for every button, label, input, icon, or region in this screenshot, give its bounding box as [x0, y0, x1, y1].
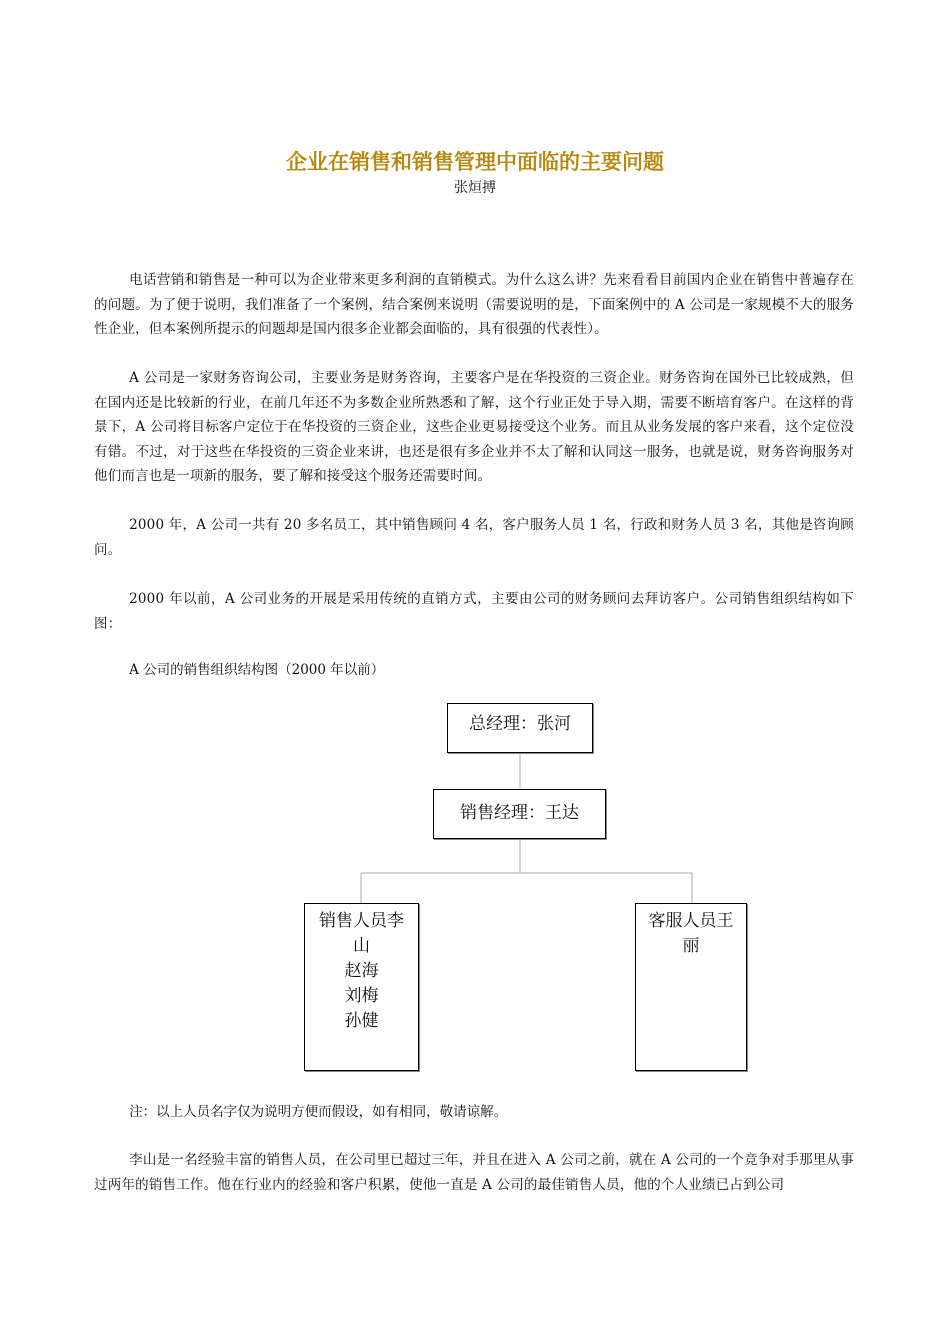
figure-caption: A 公司的销售组织结构图（2000 年以前）: [129, 662, 385, 678]
page-title: 企业在销售和销售管理中面临的主要问题: [286, 150, 664, 174]
paragraph-sales-method: 2000 年以前，A 公司业务的开展是采用传统的直销方式，主要由公司的财务顾问去拜访客户。公司销售组织结构如下图：: [94, 591, 854, 632]
paragraph-li-shan: 李山是一名经验丰富的销售人员，在公司里已超过三年，并且在进入 A 公司之前，就在 A 公司的一个竞争对手那里从事过两年的销售工作。他在行业内的经验和客户积累，使他一直是 A 公司的最佳销售人员，他的个人业绩已占到公司: [94, 1152, 854, 1193]
sales-staff-line: 销售人员李: [319, 911, 404, 931]
sales-staff-line: 刘梅: [344, 986, 379, 1006]
paragraph-note: 注：以上人员名字仅为说明方便而假设，如有相同，敬请谅解。: [129, 1104, 508, 1120]
paragraph-company-background: A 公司是一家财务咨询公司，主要业务是财务咨询，主要客户是在华投资的三资企业。财务咨询在国外已比较成熟，但在国内还是比较新的行业，在前几年还不为多数企业所熟悉和了解，这个行业正处于导入期，需要不断培育客户。在这样的背景下，A 公司将目标客户定位于在华投资的三资企业，这些企业更易接受这个业务。而且从业务发展的客户来看，这个定位没有错。不过，对于这些在华投资的三资企业来讲，也还是很有多企业并不太了解和认同这一服务，也就是说，财务咨询服务对他们而言也是一项新的服务，要了解和接受这个服务还需要时间。: [94, 370, 854, 484]
sales-staff-line: 赵海: [344, 961, 379, 981]
sales-staff-line: 山: [353, 936, 370, 956]
service-staff-line: 丽: [682, 936, 700, 956]
org-box-sales-manager: [433, 789, 606, 839]
sales-staff-line: 孙健: [344, 1011, 379, 1031]
service-staff-line: 客服人员王: [648, 911, 734, 931]
org-box-sales-staff: [304, 903, 419, 1071]
org-box-customer-service: [635, 903, 747, 1071]
org-box-general-manager: [447, 703, 593, 753]
paragraph-staff-count: 2000 年，A 公司一共有 20 多名员工，其中销售顾问 4 名，客户服务人员 1 名，行政和财务人员 3 名，其他是咨询顾问。: [94, 517, 854, 558]
general-manager-label: 总经理：张河: [469, 714, 571, 734]
author-name: 张烜搏: [454, 180, 496, 196]
paragraph-intro: 电话营销和销售是一种可以为企业带来更多利润的直销模式。为什么这么讲？先来看看目前国内企业在销售中普遍存在的问题。为了便于说明，我们准备了一个案例，结合案例来说明（需要说明的是，下面案例中的 A 公司是一家规模不大的服务性企业，但本案例所提示的问题却是国内很多企业都会面临的，具有很强的代表性）。: [94, 272, 854, 337]
sales-manager-label: 销售经理：王达: [460, 803, 579, 823]
